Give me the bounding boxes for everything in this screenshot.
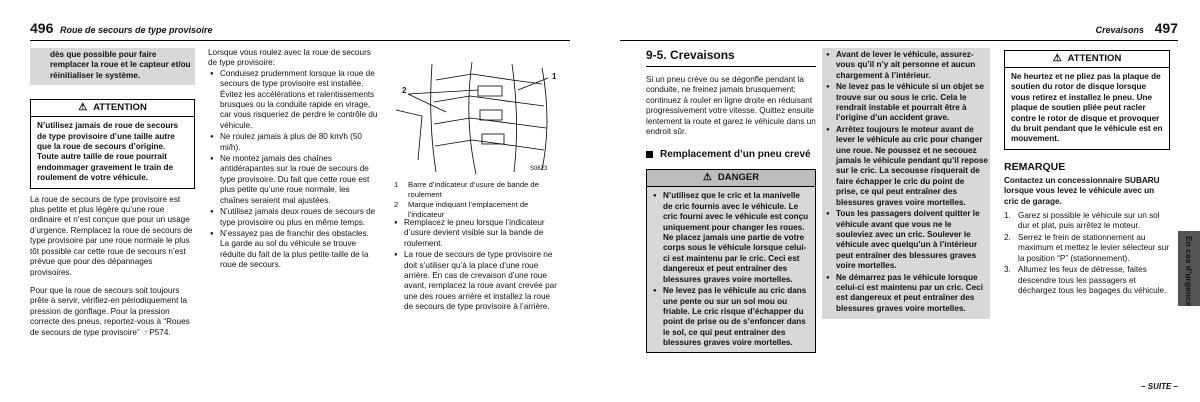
warning-icon: ⚠ <box>78 102 88 114</box>
warning-icon: ⚠ <box>1052 53 1062 64</box>
list-item: ● Ne roulez jamais à plus de 80 km/h (50 mi/h). <box>208 132 378 153</box>
page-title: Crevaisons <box>1095 25 1144 35</box>
tire-tread-figure <box>392 60 562 178</box>
section-title: 9-5. Crevaisons <box>646 48 816 67</box>
attention-text: N’utilisez jamais de roue de secours de type provisoire d’une taille autre que la roue de secours d’origine. Toute autre taille de roue pourrait endommager gravement le train de roulement de votre véhicule. <box>37 121 179 183</box>
page-title: Roue de secours de type provisoire <box>60 25 213 35</box>
step-item: 1. Garez si possible le véhicule sur un sol dur et plat, puis arrêtez le moteur. <box>1004 211 1170 232</box>
list-item: ● Conduisez prudemment lorsque la roue de secours de type provisoire est installée. Évitez les accélérations et ralentissements brusques ou la conduite rapide en virage, car vous risqueriez de perdre le contrôle du véhicule. <box>208 69 378 131</box>
suite-marker: – SUITE – <box>1141 382 1178 391</box>
remarque-title: REMARQUE <box>1004 160 1066 173</box>
danger-header: ⚠ DANGER <box>647 170 815 187</box>
right-column-3 <box>1004 50 1170 297</box>
list-item: ● Remplacez le pneu lorsque l’indicateur d’usure devient visible sur la bande de roulement. <box>392 218 560 249</box>
bullet-list <box>392 218 560 313</box>
intro-text: Lorsque vous roulez avec la roue de secours de type provisoire: <box>208 48 371 68</box>
list-item: ● Avant de lever le véhicule, assurez-vous qu’il n’y ait personne et aucun chargement à l’intérieur. <box>824 50 988 81</box>
left-column-2 <box>208 48 378 272</box>
list-item: ● Tous les passagers doivent quitter le véhicule avant que vous ne le souleviez avec un cric. Soulever le véhicule avec quelqu’un à l’intérieur peut entraîner des blessures graves voire mortelles. <box>824 209 988 271</box>
list-item: ● Ne levez pas le véhicule au cric dans une pente ou sur un sol mou ou friable. Le cric risque d’échapper du point de prise ou de s’enfoncer dans le sol, ce qui peut entraîner des blessures graves voire mortelles. <box>651 286 811 348</box>
caption-item: 2 Marque indiquant l’emplacement de l’indicateur <box>394 200 529 219</box>
attention-text: Ne heurtez et ne pliez pas la plaque de soutien du rotor de disque lorsque vous retirez et installez le pneu. Une plaque de soutien pliée peut racler contre le rotor de disque et provoquer du bruit pendant que le véhicule est en mouvement. <box>1011 72 1163 144</box>
right-column-2 <box>822 48 990 319</box>
figure-label-2: 2 <box>402 86 407 95</box>
danger-box <box>646 169 816 352</box>
paragraph: Pour que la roue de secours soit toujours prête à servir, vérifiez-en périodiquement la pression de gonflage. Pour la pression correcte des pneus, reportez-vous à “Roues de secours de type provisoire” ☞P574. <box>30 285 190 337</box>
list-item: ● N’essayez pas de franchir des obstacles. La garde au sol du véhicule se trouve réduite du fait de la plus petite taille de la roue de secours. <box>208 229 378 271</box>
warning-icon: ⚠ <box>702 172 712 184</box>
bullet-list <box>208 69 378 271</box>
figure-code: S0623 <box>530 166 548 172</box>
list-item: ● Ne levez pas le véhicule si un objet se trouve sur ou sous le cric. Cela le rendrait instable et pourrait être à l’origine d’un accident grave. <box>824 82 988 124</box>
step-list <box>1004 211 1170 296</box>
right-page <box>600 0 1200 402</box>
intro-paragraph: Si un pneu crève ou se dégonfle pendant la conduite, ne freinez jamais brusquement; continuez à rouler en ligne droite en réduisant progressivement votre vitesse. Quittez ensuite lentement la route et garez le véhicule dans un endroit sûr. <box>646 75 816 137</box>
list-item: ● Ne montez jamais des chaînes antidérapantes sur la roue de secours de type provisoire. Du fait que cette roue est plus petite qu’une roue normale, les chaînes seraient mal ajustées. <box>208 154 378 206</box>
right-column-1 <box>646 48 816 353</box>
attention-header: ⚠ ATTENTION <box>1005 51 1169 68</box>
right-page-header <box>620 18 1178 41</box>
figure-label-1: 1 <box>552 72 557 81</box>
tire-illustration <box>392 60 562 178</box>
attention-box <box>1004 50 1170 150</box>
list-item: ● Ne démarrez pas le véhicule lorsque celui-ci est maintenu par un cric. Ceci est dangereux et peut entraîner des blessures graves voire mortelles. <box>824 273 988 315</box>
subsection-title: Remplacement d’un pneu crevé <box>646 149 816 161</box>
paragraph: La roue de secours de type provisoire est plus petite et plus légère qu’une roue ordinaire et n’est conçue que pour un usage d’urgence. Remplacez la roue de secours de type provisoire par une roue normale le plus tôt possible car cette roue de secours n’est prévue que pour des dépannages provisoires. <box>30 194 193 277</box>
step-item: 3. Allumez les feux de détresse, faites descendre tous les passagers et déchargez tous les bagages du véhicule. <box>1004 265 1170 296</box>
chapter-tab-label: En cas d’urgence <box>1184 236 1194 307</box>
page-number: 497 <box>1154 20 1178 36</box>
left-column-3 <box>392 218 560 314</box>
remarque-text: Contactez un concessionnaire SUBARU lorsque vous levez le véhicule avec un cric de garage. <box>1004 175 1160 206</box>
list-item: ● Arrêtez toujours le moteur avant de lever le véhicule au cric pour changer une roue. Ne poussez et ne secouez jamais le véhicule pendant qu’il repose sur le cric. La secousse risquerait de faire échapper le cric du point de prise, ce qui peut entraîner des blessures graves voire mortelles. <box>824 125 988 208</box>
attention-box <box>30 99 195 188</box>
page-number: 496 <box>30 20 54 36</box>
caption-item: 1 Barre d’indicateur d’usure de bande de roulement <box>394 180 539 199</box>
list-item: ● N’utilisez jamais deux roues de secours de type provisoire ou plus en même temps. <box>208 207 378 228</box>
list-item: ● La roue de secours de type provisoire ne doit s’utiliser qu’à la place d’une roue arrière. En cas de crevaison d’une roue avant, remplacez la roue avant crevée par une des roues arrière et installez la roue de secours de type provisoire à l’arrière. <box>392 250 560 312</box>
bullet-list <box>824 50 988 314</box>
attention-header: ⚠ ATTENTION <box>31 100 194 117</box>
step-item: 2. Serrez le frein de stationnement au maximum et mettez le levier sélecteur sur la position “P” (stationnement). <box>1004 233 1170 264</box>
list-item: ● N’utilisez que le cric et la manivelle de cric fournis avec le véhicule. Le cric fourni avec le véhicule est conçu uniquement pour changer les roues. Ne placez jamais une partie de votre corps sous le véhicule lorsque celui-ci est maintenu par le cric. Ceci est dangereux et peut entraîner des blessures graves voire mortelles. <box>651 191 811 285</box>
left-page-header <box>30 18 570 41</box>
danger-body <box>647 187 815 351</box>
left-column-1 <box>30 48 195 338</box>
figure-captions <box>392 180 560 219</box>
continued-text: dès que possible pour faire remplacer la roue et le capteur et/ou réinitialiser le système. <box>30 48 195 85</box>
